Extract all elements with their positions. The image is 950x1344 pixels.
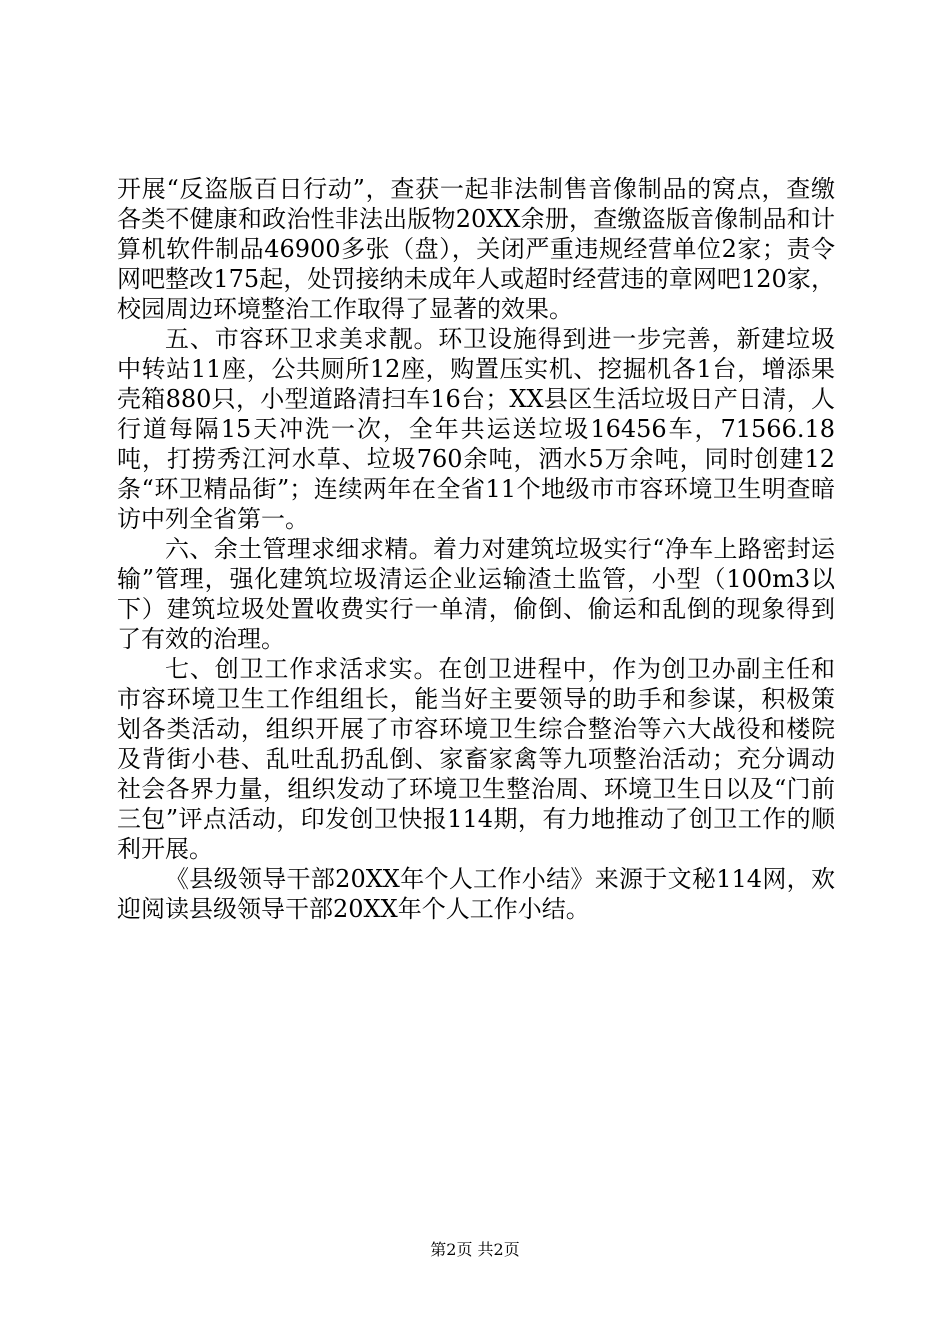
paragraph-4: 七、创卫工作求活求实。在创卫进程中，作为创卫办副主任和市容环境卫生工作组组长，能当好主要领导的助手和参谋，积极策划各类活动，组织开展了市容环境卫生综合整治等六大战役和楼院及背街小巷、乱吐乱扔乱倒、家畜家禽等九项整治活动；充分调动社会各界力量，组织发动了环境卫生整治周、环境卫生日以及“门前三包”评点活动，印发创卫快报114期，有力地推动了创卫工作的顺利开展。 <box>117 655 835 863</box>
paragraph-2: 五、市容环卫求美求靓。环卫设施得到进一步完善，新建垃圾中转站11座，公共厕所12座，购置压实机、挖掘机各1台，增添果壳箱880只，小型道路清扫车16台；XX县区生活垃圾日产日清，人行道每隔15天冲洗一次，全年共运送垃圾16456车，71566.18吨，打捞秀江河水草、垃圾760余吨，洒水5万余吨，同时创建12条“环卫精品街”；连续两年在全省11个地级市市容环境卫生明查暗访中列全省第一。 <box>117 325 835 533</box>
paragraph-3: 六、余土管理求细求精。着力对建筑垃圾实行“净车上路密封运输”管理，强化建筑垃圾清运企业运输渣土监管，小型（100m3以下）建筑垃圾处置收费实行一单清，偷倒、偷运和乱倒的现象得到了有效的治理。 <box>117 535 835 653</box>
document-body <box>117 174 835 924</box>
paragraph-1: 开展“反盗版百日行动”，查获一起非法制售音像制品的窝点，查缴各类不健康和政治性非法出版物20XX余册，查缴盗版音像制品和计算机软件制品46900多张（盘），关闭严重违规经营单位2家；责令网吧整改175起，处罚接纳未成年人或超时经营违的章网吧120家，校园周边环境整治工作取得了显著的效果。 <box>117 175 835 323</box>
paragraph-5: 《县级领导干部20XX年个人工作小结》来源于文秘114网，欢迎阅读县级领导干部20XX年个人工作小结。 <box>117 865 835 923</box>
page-number-footer: 第2页 共2页 <box>430 1240 520 1259</box>
